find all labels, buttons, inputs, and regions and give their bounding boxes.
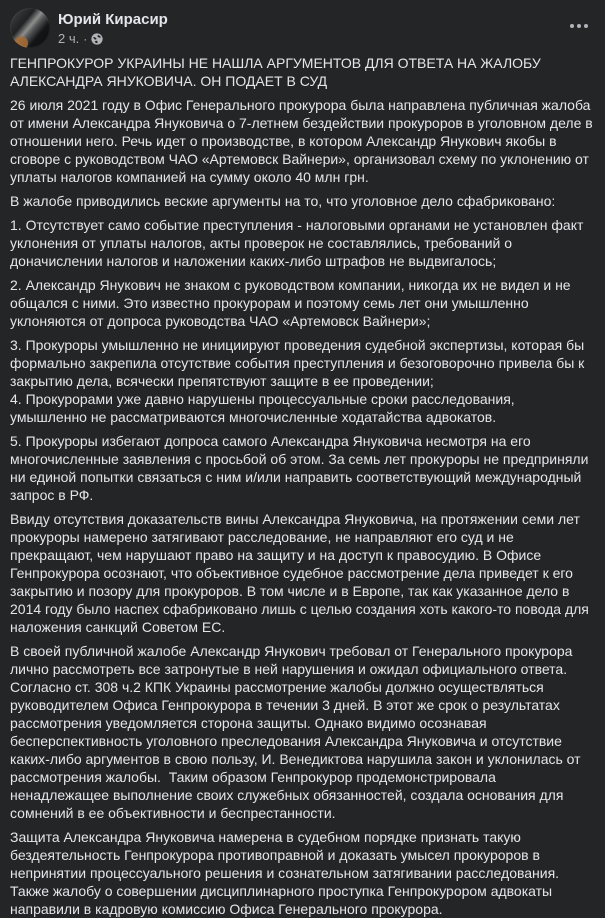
post-header — [0, 0, 605, 48]
post-paragraph: В жалобе приводились веские аргументы на то, что уголовное дело сфабриковано: — [10, 193, 556, 209]
post-title: ГЕНПРОКУРОР УКРАИНЫ НЕ НАШЛА АРГУМЕНТОВ ДЛЯ ОТВЕТА НА ЖАЛОБУ АЛЕКСАНДРА ЯНУКОВИЧА. ОН ПОДАЕТ В СУД — [10, 55, 545, 89]
meta-separator: · — [83, 32, 88, 46]
post-meta — [58, 31, 593, 47]
post-paragraph-point-3: 3. Прокуроры умышленно не инициируют проведения судебной экспертизы, которая бы формально закрепила отсутствие события преступления и безоговорочно привела бы к закрытию дела, всячески препятствуют защите в ее проведении; — [10, 337, 589, 389]
post-paragraph: Защита Александра Януковича намерена в судебном порядке признать такую бездеятельность Генпрокурора противоправной и доказать умысел прокуроров в непринятии процессуального решения и сознательном затягивании расследования. Также жалобу о совершении дисциплинарного проступка Генпрокурором адвокаты направили в кадровую комиссию Офиса Генерального прокурора. — [10, 829, 563, 917]
post-menu-button[interactable] — [565, 12, 593, 40]
post-paragraph-point-4: 4. Прокурорами уже давно нарушены процессуальные сроки расследования, умышленно не рассматриваются многочисленные ходатайства адвокатов. — [10, 391, 519, 425]
ellipsis-icon — [570, 24, 588, 28]
globe-icon — [91, 33, 103, 45]
post-paragraph: В своей публичной жалобе Александр Янукович требовал от Генерального прокурора лично рассмотреть все затронутые в ней нарушения и ожидал официального ответа. Согласно ст. 308 ч.2 КПК Украины рассмотрение жалобы должно осуществляться руководителем Офиса Генпрокурора в течении 3 дней. В этот же срок о результатах рассмотрения уведомляется сторона защиты. Однако видимо осознавая бесперспективность уголовного преследования Александра Януковича и отсутствие каких-либо аргументов в свою пользу, И. Венедиктова нарушила закон и уклонилась от рассмотрения жалобы. Таким образом Генпрокурор продемонстрировала ненадлежащее выполнение своих служебных обязанностей, создала основания для сомнений в ее объективности и беспрестанности. — [10, 643, 585, 821]
post-content — [0, 48, 605, 918]
post-paragraph-point-5: 5. Прокуроры избегают допроса самого Александра Януковича несмотря на его многочисленные заявления с просьбой об этом. За семь лет прокуроры не предприняли ни единой попытки связаться с ним и/или направить соответствующий международный запрос в РФ. — [10, 433, 593, 503]
avatar[interactable] — [10, 8, 50, 48]
timestamp[interactable]: 2 ч. — [58, 31, 80, 46]
post-paragraph-point-1: 1. Отсутствует само событие преступления - налоговыми органами не установлен факт уклонения от уплаты налогов, акты проверок не составлялись, требований о доначислении налогов и наложении каких-либо штрафов не выдвигалось; — [10, 217, 588, 269]
post-paragraph-point-2: 2. Александр Янукович не знаком с руководством компании, никогда их не видел и не общался с ними. Это известно прокурорам и поэтому семь лет они умышленно уклоняются от допроса руководства ЧАО «Артемовск Вайнери»; — [10, 277, 575, 329]
post-paragraph: 26 июля 2021 году в Офис Генерального прокурора была направлена публичная жалоба от имени Александра Януковича о 7-летнем бездействии прокуроров в уголовном деле в отношении него. Речь идет о производстве, в котором Александр Янукович якобы в сговоре с руководством ЧАО «Артемовск Вайнери», организовал схему по уклонению от уплаты налогов компанией на сумму около 40 млн грн. — [10, 97, 597, 185]
author-name[interactable]: Юрий Кирасир — [58, 11, 168, 28]
post-header-text — [58, 8, 593, 47]
post-paragraph: Ввиду отсутствия доказательств вины Александра Януковича, на протяжении семи лет прокуроры намерено затягивают расследование, не направляют его суд и не прекращают, чем нарушают право на защиту и на доступ к правосудию. В Офисе Генпрокурора осознают, что объективное судебное рассмотрение дела приведет к его закрытию и позору для прокуроров. В том числе и в Европе, так как указанное дело в 2014 году было наспех сфабриковано лишь с целью создания хоть какого-то повода для наложения санкций Советом ЕС. — [10, 511, 593, 635]
